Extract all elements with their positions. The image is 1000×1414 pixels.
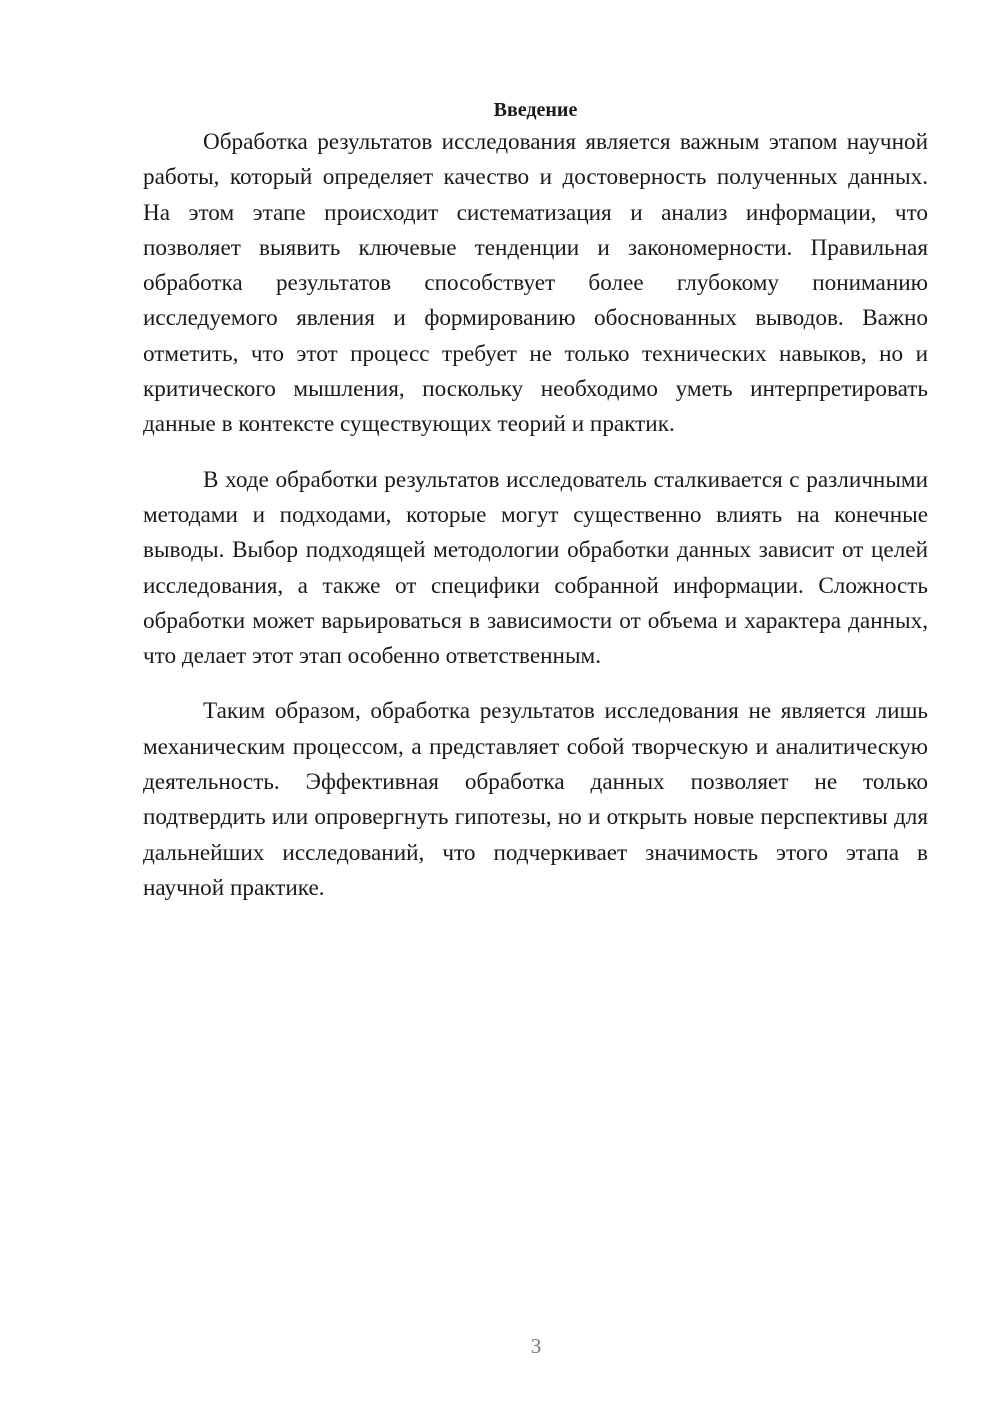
page-content bbox=[143, 95, 928, 906]
paragraph-3: Таким образом, обработка результатов исследования не является лишь механическим процессом, а представляет собой творческую и аналитическую деятельность. Эффективная обработка данных позволяет не только подтвердить или опровергнуть гипотезы, но и открыть новые перспективы для дальнейших исследований, что подчеркивает значимость этого этапа в научной практике. bbox=[143, 698, 928, 901]
paragraph-2: В ходе обработки результатов исследователь сталкивается с различными методами и подходами, которые могут существенно влиять на конечные выводы. Выбор подходящей методологии обработки данных зависит от целей исследования, а также от специфики собранной информации. Сложность обработки может варьироваться в зависимости от объема и характера данных, что делает этот этап особенно ответственным. bbox=[143, 466, 928, 670]
page-number: 3 bbox=[530, 1334, 542, 1358]
paragraph-1: Обработка результатов исследования является важным этапом научной работы, который определяет качество и достоверность полученных данных. На этом этапе происходит систематизация и анализ информации, что позволяет выявить ключевые тенденции и закономерности. Правильная обработка результатов способствует более глубокому пониманию исследуемого явления и формированию обоснованных выводов. Важно отметить, что этот процесс требует не только технических навыков, но и критического мышления, поскольку необходимо уметь интерпретировать данные в контексте существующих теорий и практик. bbox=[143, 129, 928, 438]
section-heading: Введение bbox=[493, 99, 578, 121]
